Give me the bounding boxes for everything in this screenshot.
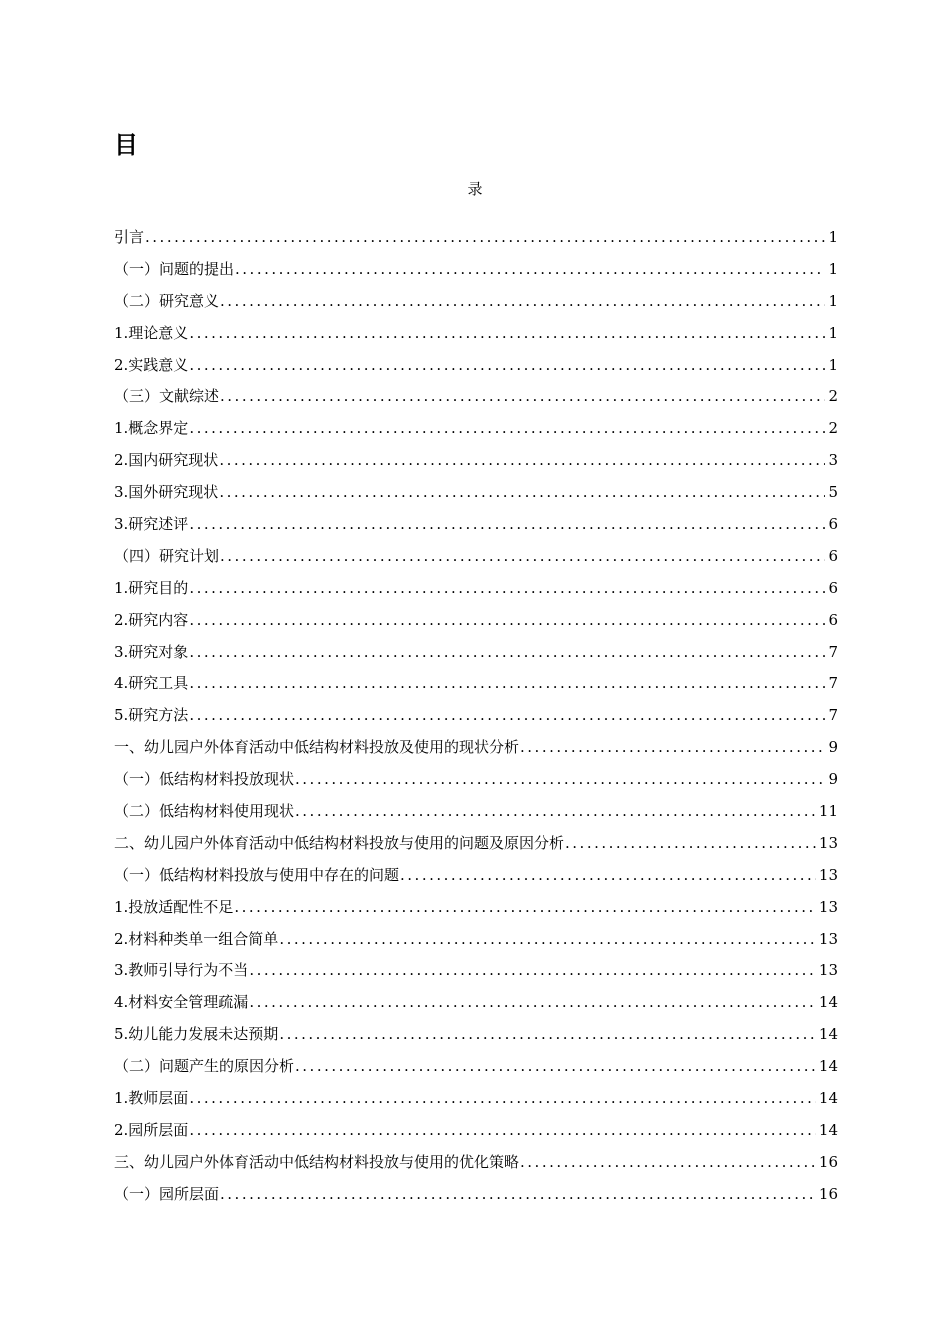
toc-entry[interactable]	[114, 222, 838, 254]
toc-entry[interactable]	[114, 828, 838, 860]
toc-dot-leader	[219, 445, 825, 477]
toc-dot-leader	[189, 509, 825, 541]
toc-dot-leader	[279, 924, 816, 956]
toc-entry[interactable]	[114, 1115, 838, 1147]
toc-entry-page-number: 13	[818, 833, 838, 852]
toc-dot-leader	[189, 350, 825, 382]
toc-dot-leader	[189, 1115, 816, 1147]
table-of-contents	[114, 222, 838, 1211]
toc-entry-page-number: 13	[818, 961, 838, 980]
toc-entry-page-number: 13	[818, 897, 838, 916]
toc-dot-leader	[189, 700, 825, 732]
toc-entry[interactable]	[114, 573, 838, 605]
toc-entry-title: 三、幼儿园户外体育活动中低结构材料投放与使用的优化策略	[114, 1152, 520, 1171]
toc-entry-title: 3.研究述评	[114, 515, 189, 534]
toc-dot-leader	[189, 637, 825, 669]
toc-dot-leader	[295, 1051, 816, 1083]
toc-dot-leader	[189, 605, 825, 637]
toc-heading-main: 目	[114, 131, 138, 159]
toc-entry-title: 2.实践意义	[114, 355, 189, 374]
toc-entry-page-number: 16	[818, 1184, 838, 1203]
toc-entry[interactable]	[114, 796, 838, 828]
toc-entry[interactable]	[114, 1147, 838, 1179]
toc-entry[interactable]	[114, 254, 838, 286]
toc-entry-title: 1.概念界定	[114, 419, 189, 438]
toc-entry-title: 2.园所层面	[114, 1120, 189, 1139]
toc-entry-title: 4.研究工具	[114, 674, 189, 693]
toc-entry-page-number: 7	[828, 642, 838, 661]
toc-entry-page-number: 14	[818, 1057, 838, 1076]
toc-dot-leader	[189, 668, 825, 700]
toc-dot-leader	[249, 955, 816, 987]
toc-entry[interactable]	[114, 1051, 838, 1083]
toc-entry-page-number: 6	[828, 610, 838, 629]
toc-dot-leader	[189, 318, 825, 350]
toc-entry-page-number: 14	[818, 1089, 838, 1108]
toc-dot-leader	[189, 1083, 816, 1115]
toc-entry-title: （一）问题的提出	[114, 259, 235, 278]
toc-entry-title: 2.材料种类单一组合简单	[114, 929, 279, 948]
toc-entry-title: 3.研究对象	[114, 642, 189, 661]
toc-dot-leader	[520, 732, 825, 764]
toc-entry-page-number: 1	[828, 355, 838, 374]
toc-entry-page-number: 14	[818, 1120, 838, 1139]
toc-dot-leader	[295, 796, 816, 828]
toc-entry-title: （一）低结构材料投放与使用中存在的问题	[114, 865, 400, 884]
toc-entry[interactable]	[114, 668, 838, 700]
toc-entry[interactable]	[114, 732, 838, 764]
toc-entry[interactable]	[114, 924, 838, 956]
toc-dot-leader	[189, 413, 825, 445]
toc-entry-page-number: 6	[828, 578, 838, 597]
toc-entry-page-number: 13	[818, 929, 838, 948]
toc-heading-sub: 录	[467, 180, 483, 198]
toc-entry-page-number: 14	[818, 1025, 838, 1044]
toc-dot-leader	[249, 987, 816, 1019]
toc-entry[interactable]	[114, 541, 838, 573]
toc-dot-leader	[220, 381, 825, 413]
toc-entry[interactable]	[114, 700, 838, 732]
toc-entry[interactable]	[114, 1019, 838, 1051]
toc-entry[interactable]	[114, 637, 838, 669]
toc-entry-title: （四）研究计划	[114, 546, 220, 565]
toc-dot-leader	[145, 222, 825, 254]
toc-entry-title: （三）文献综述	[114, 387, 220, 406]
toc-entry[interactable]	[114, 1179, 838, 1211]
toc-dot-leader	[219, 477, 825, 509]
toc-entry-page-number: 1	[828, 291, 838, 310]
toc-entry-page-number: 16	[818, 1152, 838, 1171]
toc-dot-leader	[279, 1019, 816, 1051]
toc-entry-title: 4.材料安全管理疏漏	[114, 993, 249, 1012]
toc-dot-leader	[220, 1179, 816, 1211]
toc-entry-page-number: 9	[828, 770, 838, 789]
toc-dot-leader	[220, 286, 825, 318]
toc-entry-title: 5.幼儿能力发展未达预期	[114, 1025, 279, 1044]
toc-entry-page-number: 1	[828, 259, 838, 278]
toc-entry[interactable]	[114, 605, 838, 637]
toc-entry-title: （二）问题产生的原因分析	[114, 1057, 295, 1076]
toc-entry-title: （二）研究意义	[114, 291, 220, 310]
toc-dot-leader	[400, 860, 816, 892]
toc-entry[interactable]	[114, 445, 838, 477]
toc-entry-title: 一、幼儿园户外体育活动中低结构材料投放及使用的现状分析	[114, 738, 520, 757]
toc-dot-leader	[235, 254, 825, 286]
toc-entry-page-number: 6	[828, 515, 838, 534]
toc-entry-page-number: 1	[828, 228, 838, 246]
toc-entry-title: 5.研究方法	[114, 706, 189, 725]
toc-entry[interactable]	[114, 764, 838, 796]
toc-entry[interactable]	[114, 955, 838, 987]
toc-entry-page-number: 9	[828, 738, 838, 757]
toc-entry-title: 3.国外研究现状	[114, 483, 219, 502]
toc-entry[interactable]	[114, 318, 838, 350]
toc-entry-title: 1.教师层面	[114, 1089, 189, 1108]
toc-entry-page-number: 14	[818, 993, 838, 1012]
toc-entry[interactable]	[114, 892, 838, 924]
toc-entry[interactable]	[114, 477, 838, 509]
toc-entry-title: （一）园所层面	[114, 1184, 220, 1203]
toc-entry-title: （一）低结构材料投放现状	[114, 770, 295, 789]
toc-entry-page-number: 11	[818, 802, 838, 821]
toc-entry-page-number: 5	[828, 483, 838, 502]
toc-entry[interactable]	[114, 1083, 838, 1115]
toc-entry-title: 1.研究目的	[114, 578, 189, 597]
toc-dot-leader	[189, 573, 825, 605]
toc-dot-leader	[295, 764, 825, 796]
toc-entry-page-number: 1	[828, 323, 838, 342]
toc-entry-page-number: 7	[828, 674, 838, 693]
toc-entry-page-number: 7	[828, 706, 838, 725]
toc-entry-title: 1.理论意义	[114, 323, 189, 342]
toc-entry[interactable]	[114, 987, 838, 1019]
toc-entry-title: 2.国内研究现状	[114, 451, 219, 470]
toc-entry-title: 引言	[114, 228, 145, 246]
toc-entry-title: 2.研究内容	[114, 610, 189, 629]
toc-dot-leader	[220, 541, 825, 573]
toc-dot-leader	[520, 1147, 816, 1179]
toc-entry-title: 1.投放适配性不足	[114, 897, 234, 916]
toc-dot-leader	[234, 892, 816, 924]
toc-entry-title: 二、幼儿园户外体育活动中低结构材料投放与使用的问题及原因分析	[114, 833, 565, 852]
toc-entry[interactable]	[114, 860, 838, 892]
toc-entry-title: （二）低结构材料使用现状	[114, 802, 295, 821]
toc-entry-title: 3.教师引导行为不当	[114, 961, 249, 980]
toc-entry-page-number: 6	[828, 546, 838, 565]
toc-entry-page-number: 2	[828, 419, 838, 438]
toc-entry[interactable]	[114, 509, 838, 541]
toc-entry[interactable]	[114, 286, 838, 318]
toc-entry[interactable]	[114, 350, 838, 382]
toc-entry-page-number: 2	[828, 387, 838, 406]
toc-entry[interactable]	[114, 381, 838, 413]
toc-entry-page-number: 3	[828, 451, 838, 470]
toc-entry[interactable]	[114, 413, 838, 445]
toc-dot-leader	[565, 828, 816, 860]
toc-entry-page-number: 13	[818, 865, 838, 884]
